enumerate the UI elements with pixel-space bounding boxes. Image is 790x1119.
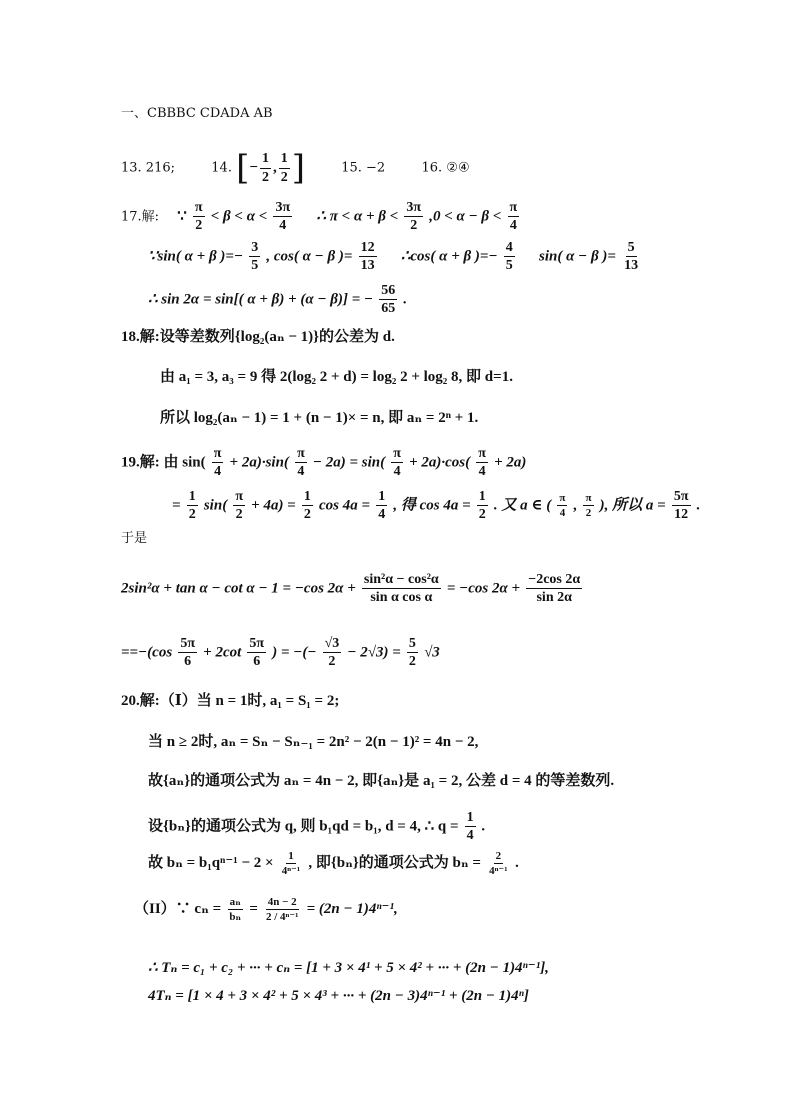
p20-line2: 当 n ≥ 2时, aₙ = Sₙ − Sₙ₋₁ = 2n² − 2(n − 1)² = 4n − 2,	[148, 734, 479, 750]
p19-yushi: 于是	[121, 531, 148, 546]
p20-line5: 故 bₙ = b₁qⁿ⁻¹ − 2 × $\frac{1}{\text{4ⁿ⁻¹}}$ , 即{bₙ}的通项公式为 bₙ = $\frac{2}{\text{4ⁿ⁻¹}}$ .	[148, 850, 520, 878]
p20-line6: （II）∵ cₙ = $\frac{\text{aₙ}}{\text{bₙ}}$ = $\frac{4n - 2}{\text{2 / 4ⁿ⁻¹}}$ = (2n − 1)4ⁿ⁻¹,	[134, 896, 398, 924]
p17-line3: ∴ sin 2α = sin[( α + β) + (α − β)] = − $\frac{56}{65}$ .	[148, 283, 408, 317]
p18-head: 18.解:设等差数列{log₂(aₙ − 1)}的公差为 d.	[121, 329, 395, 345]
p19-line5: ==−(cos $\frac{5\pi}{6}$ + 2cot $\frac{5\pi}{6}$ ) = −(− $\frac{√3}{2}$ − 2√3) = $\frac{5}{2}$ √3	[121, 636, 440, 670]
p20-line3: 故{aₙ}的通项公式为 aₙ = 4n − 2, 即{aₙ}是 a₁ = 2, 公差 d = 4 的等差数列.	[148, 773, 615, 789]
frac: $\frac{1}{2}$	[280, 151, 288, 185]
p20-line1: 20.解:（Ⅰ）当 n = 1时, a₁ = S₁ = 2;	[121, 693, 340, 709]
p18-line2: 所以 log₂(aₙ − 1) = 1 + (n − 1)× = n, 即 aₙ = 2ⁿ + 1.	[160, 410, 479, 426]
p19-line4: 2sin²α + tan α − cot α − 1 = −cos 2α + $\frac{\text{sin²α − cos²α}}{\text{sin α cos α}}$ = −cos 2α + $\frac{-2\cos 2\alpha}{\sin 2\alpha}$	[121, 572, 581, 606]
p19-line1: 19.解: 由 sin( $\frac{\pi}{4}$ + 2a)·sin( $\frac{\pi}{4}$ − 2a) = sin( $\frac{\pi}{4}$ + 2a)·cos( $\frac{\pi}{4}$ + 2a)	[121, 446, 527, 480]
p17-line1: 17.解: ∵ $\frac{\pi}{2}$ < β < α < $\frac{3\pi}{4}$ ∴ π < α + β < $\frac{3\pi}{2}$ ,0 < α − β < $\frac{\pi}{4}$	[121, 200, 518, 234]
answer-q13: 13. 216; 14. [− $\frac{1}{2}$ , $\frac{1}{2}$ ] 15. −2 16. ②④	[121, 148, 470, 188]
answer-key-line: 一、CBBBC CDADA AB	[121, 106, 273, 121]
p17-line2: ∵sin( α + β )=− $\frac{3}{5}$ , cos( α − β )= $\frac{12}{13}$ ∴cos( α + β )=− $\frac{4}{5}$ sin( α − β )= $\frac{5}{13}$	[148, 240, 639, 274]
p20-line7: ∴ Tₙ = c₁ + c₂ + ··· + cₙ = [1 + 3 × 4¹ + 5 × 4² + ··· + (2n − 1)4ⁿ⁻¹],	[148, 960, 549, 976]
p20-line4: 设{bₙ}的通项公式为 q, 则 b₁qd = b₁, d = 4, ∴ q = $\frac{1}{4}$ .	[148, 810, 486, 844]
frac: $\frac{1}{2}$	[261, 151, 269, 185]
p18-line1: 由 a₁ = 3, a₃ = 9 得 2(log₂ 2 + d) = log₂ 2 + log₂ 8, 即 d=1.	[160, 369, 513, 385]
p20-line8: 4Tₙ = [1 × 4 + 3 × 4² + 5 × 4³ + ··· + (2n − 3)4ⁿ⁻¹ + (2n − 1)4ⁿ]	[148, 988, 529, 1004]
p19-line2: = $\frac{1}{2}$ sin( $\frac{\pi}{2}$ + 4a) = $\frac{1}{2}$ cos 4a = $\frac{1}{4}$ , 得 cos 4a = $\frac{1}{2}$ . 又 a ∈ ( $\frac{\pi}{4}$ , $\frac{\pi}{2}$ ), 所以 a = $\frac{5\pi}{12}$ .	[172, 489, 701, 523]
